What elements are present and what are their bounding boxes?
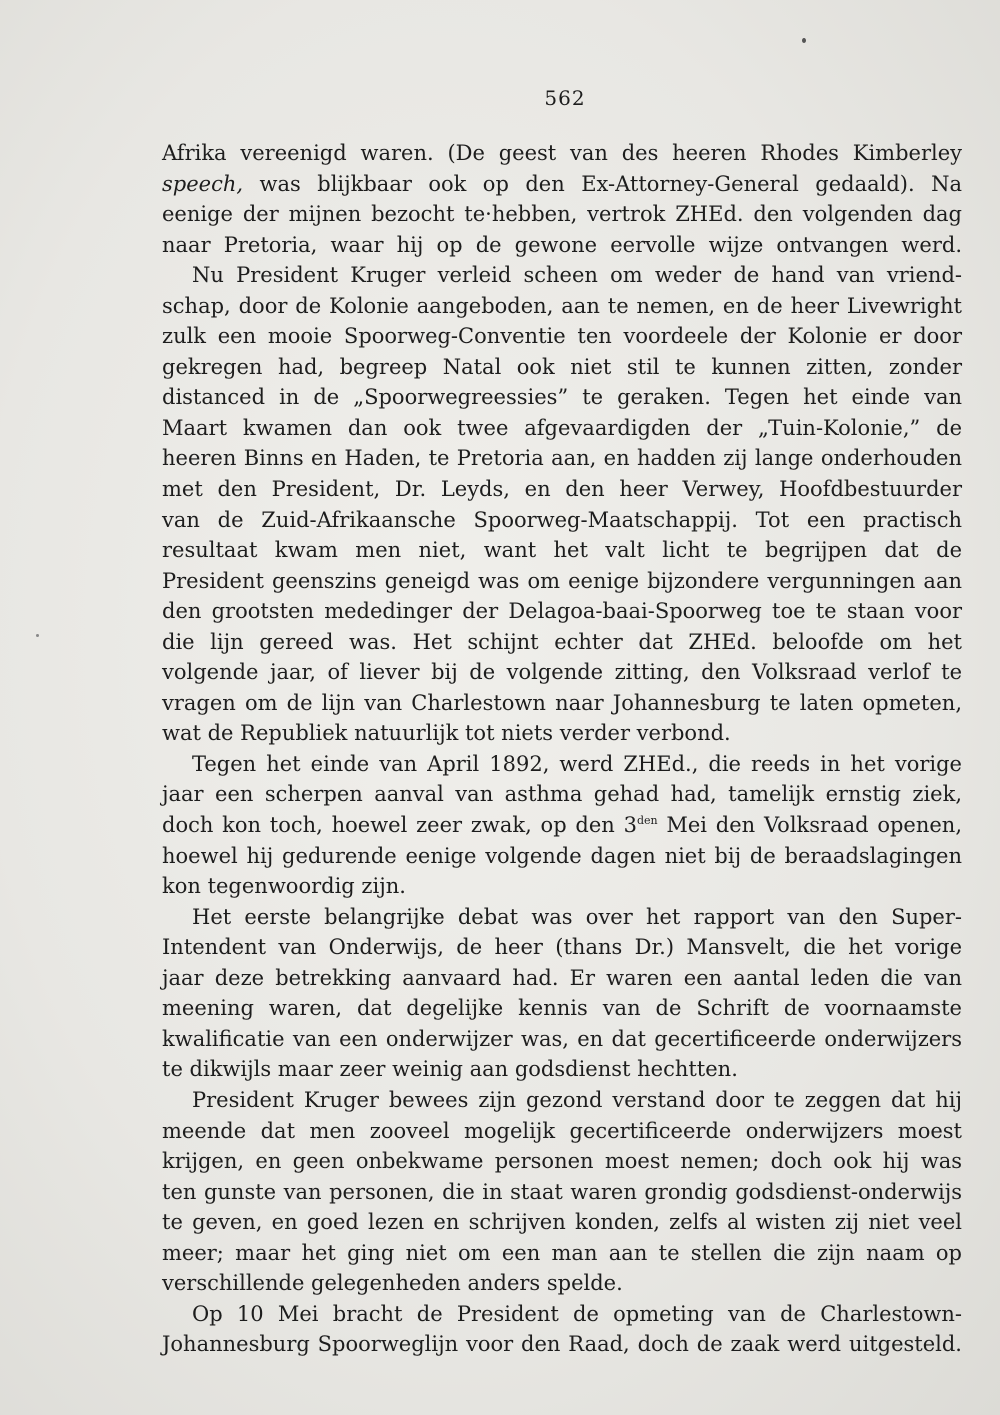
text-line: President geenszins geneigd was om eenige bijzondere vergunningen aan (162, 568, 962, 593)
text-line: hoewel hij gedurende eenige volgende dagen niet bij de beraadslagingen (162, 843, 962, 868)
text-line: krijgen, en geen onbekwame personen moest nemen; doch ook hij was (162, 1149, 962, 1174)
scan-speck (36, 634, 39, 637)
text-line: Het eerste belangrijke debat was over het rapport van den Super- (192, 904, 962, 929)
text-line: meende dat men zooveel mogelijk gecertificeerde onderwijzers moest (162, 1118, 962, 1143)
scan-speck (802, 38, 806, 43)
text-line: ten gunste van personen, die in staat waren grondig godsdienst-onderwijs (162, 1179, 962, 1204)
text-line: meer; maar het ging niet om een man aan te stellen die zijn naam op (162, 1240, 962, 1265)
text-line: te dikwijls maar zeer weinig aan godsdienst hechtten. (162, 1057, 738, 1082)
text-line: te geven, en goed lezen en schrijven konden, zelfs al wisten zij niet veel (162, 1210, 962, 1235)
page-number: 562 (544, 86, 586, 110)
text-line: kwalificatie van een onderwijzer was, en dat gecertificeerde onderwijzers (162, 1026, 962, 1051)
text-line: wat de Republiek natuurlijk tot niets verder verbond. (162, 721, 731, 746)
text-line: distanced in de „Spoorwegreessies” te geraken. Tegen het einde van (162, 385, 962, 410)
text-line: kon tegenwoordig zijn. (162, 874, 406, 899)
text-line: naar Pretoria, waar hij op de gewone eervolle wijze ontvangen werd. (162, 232, 962, 257)
text-line: Afrika vereenigd waren. (De geest van des heeren Rhodes Kimberley (162, 141, 962, 165)
text-line: den grootsten mededinger der Delagoa-baai-Spoorweg toe te staan voor (162, 599, 962, 624)
text-line: jaar deze betrekking aanvaard had. Er waren een aantal leden die van (162, 965, 962, 990)
text-line: met den President, Dr. Leyds, en den heer Verwey, Hoofdbestuurder (162, 477, 962, 502)
superscript: den (636, 814, 658, 828)
text-line: meening waren, dat degelijke kennis van de Schrift de voornaamste (162, 996, 962, 1021)
text-line: die lijn gereed was. Het schijnt echter dat ZHEd. beloofde om het (162, 629, 962, 654)
text-line: eenige der mijnen bezocht te·hebben, vertrok ZHEd. den volgenden dag (162, 202, 962, 227)
text-line: doch kon toch, hoewel zeer zwak, op den $3^{den}$ Mei den Volksraad openen, (162, 813, 962, 838)
text-line: resultaat kwam men niet, want het valt licht te begrijpen dat de (162, 538, 962, 563)
text-line: jaar een scherpen aanval van asthma gehad had, tamelijk ernstig ziek, (162, 782, 962, 807)
text-line: Tegen het einde van April 1892, werd ZHEd., die reeds in het vorige (192, 751, 962, 776)
text-line: heeren Binns en Haden, te Pretoria aan, en hadden zij lange onderhouden (162, 446, 962, 471)
text-line: zulk een mooie Spoorweg-Conventie ten voordeele der Kolonie er door (162, 324, 962, 349)
text-line: Johannesburg Spoorweglijn voor den Raad, doch de zaak werd uitgesteld. (162, 1332, 962, 1357)
body-text (162, 138, 962, 1360)
text-line: President Kruger bewees zijn gezond verstand door te zeggen dat hij (192, 1087, 962, 1112)
text-line: Intendent van Onderwijs, de heer (thans Dr.) Mansvelt, die het vorige (162, 935, 962, 960)
text-line: verschillende gelegenheden anders spelde. (162, 1271, 623, 1296)
text-line: Op 10 Mei bracht de President de opmeting van de Charlestown- (192, 1301, 962, 1326)
text-line: speech, was blijkbaar ook op den Ex-Attorney-General gedaald). Na (162, 171, 962, 196)
text-line: Maart kwamen dan ook twee afgevaardigden der „Tuin-Kolonie,” de (162, 415, 962, 440)
text-line: schap, door de Kolonie aangeboden, aan te nemen, en de heer Livewright (162, 293, 962, 318)
italic-word: speech, (162, 171, 244, 196)
text-line: van de Zuid-Afrikaansche Spoorweg-Maatschappij. Tot een practisch (162, 507, 962, 532)
text-line: Nu President Kruger verleid scheen om weder de hand van vriend- (192, 263, 962, 288)
text-line: volgende jaar, of liever bij de volgende zitting, den Volksraad verlof te (162, 660, 962, 685)
text-line: vragen om de lijn van Charlestown naar Johannesburg te laten opmeten, (162, 690, 962, 715)
text-line: gekregen had, begreep Natal ook niet stil te kunnen zitten, zonder (162, 354, 962, 379)
